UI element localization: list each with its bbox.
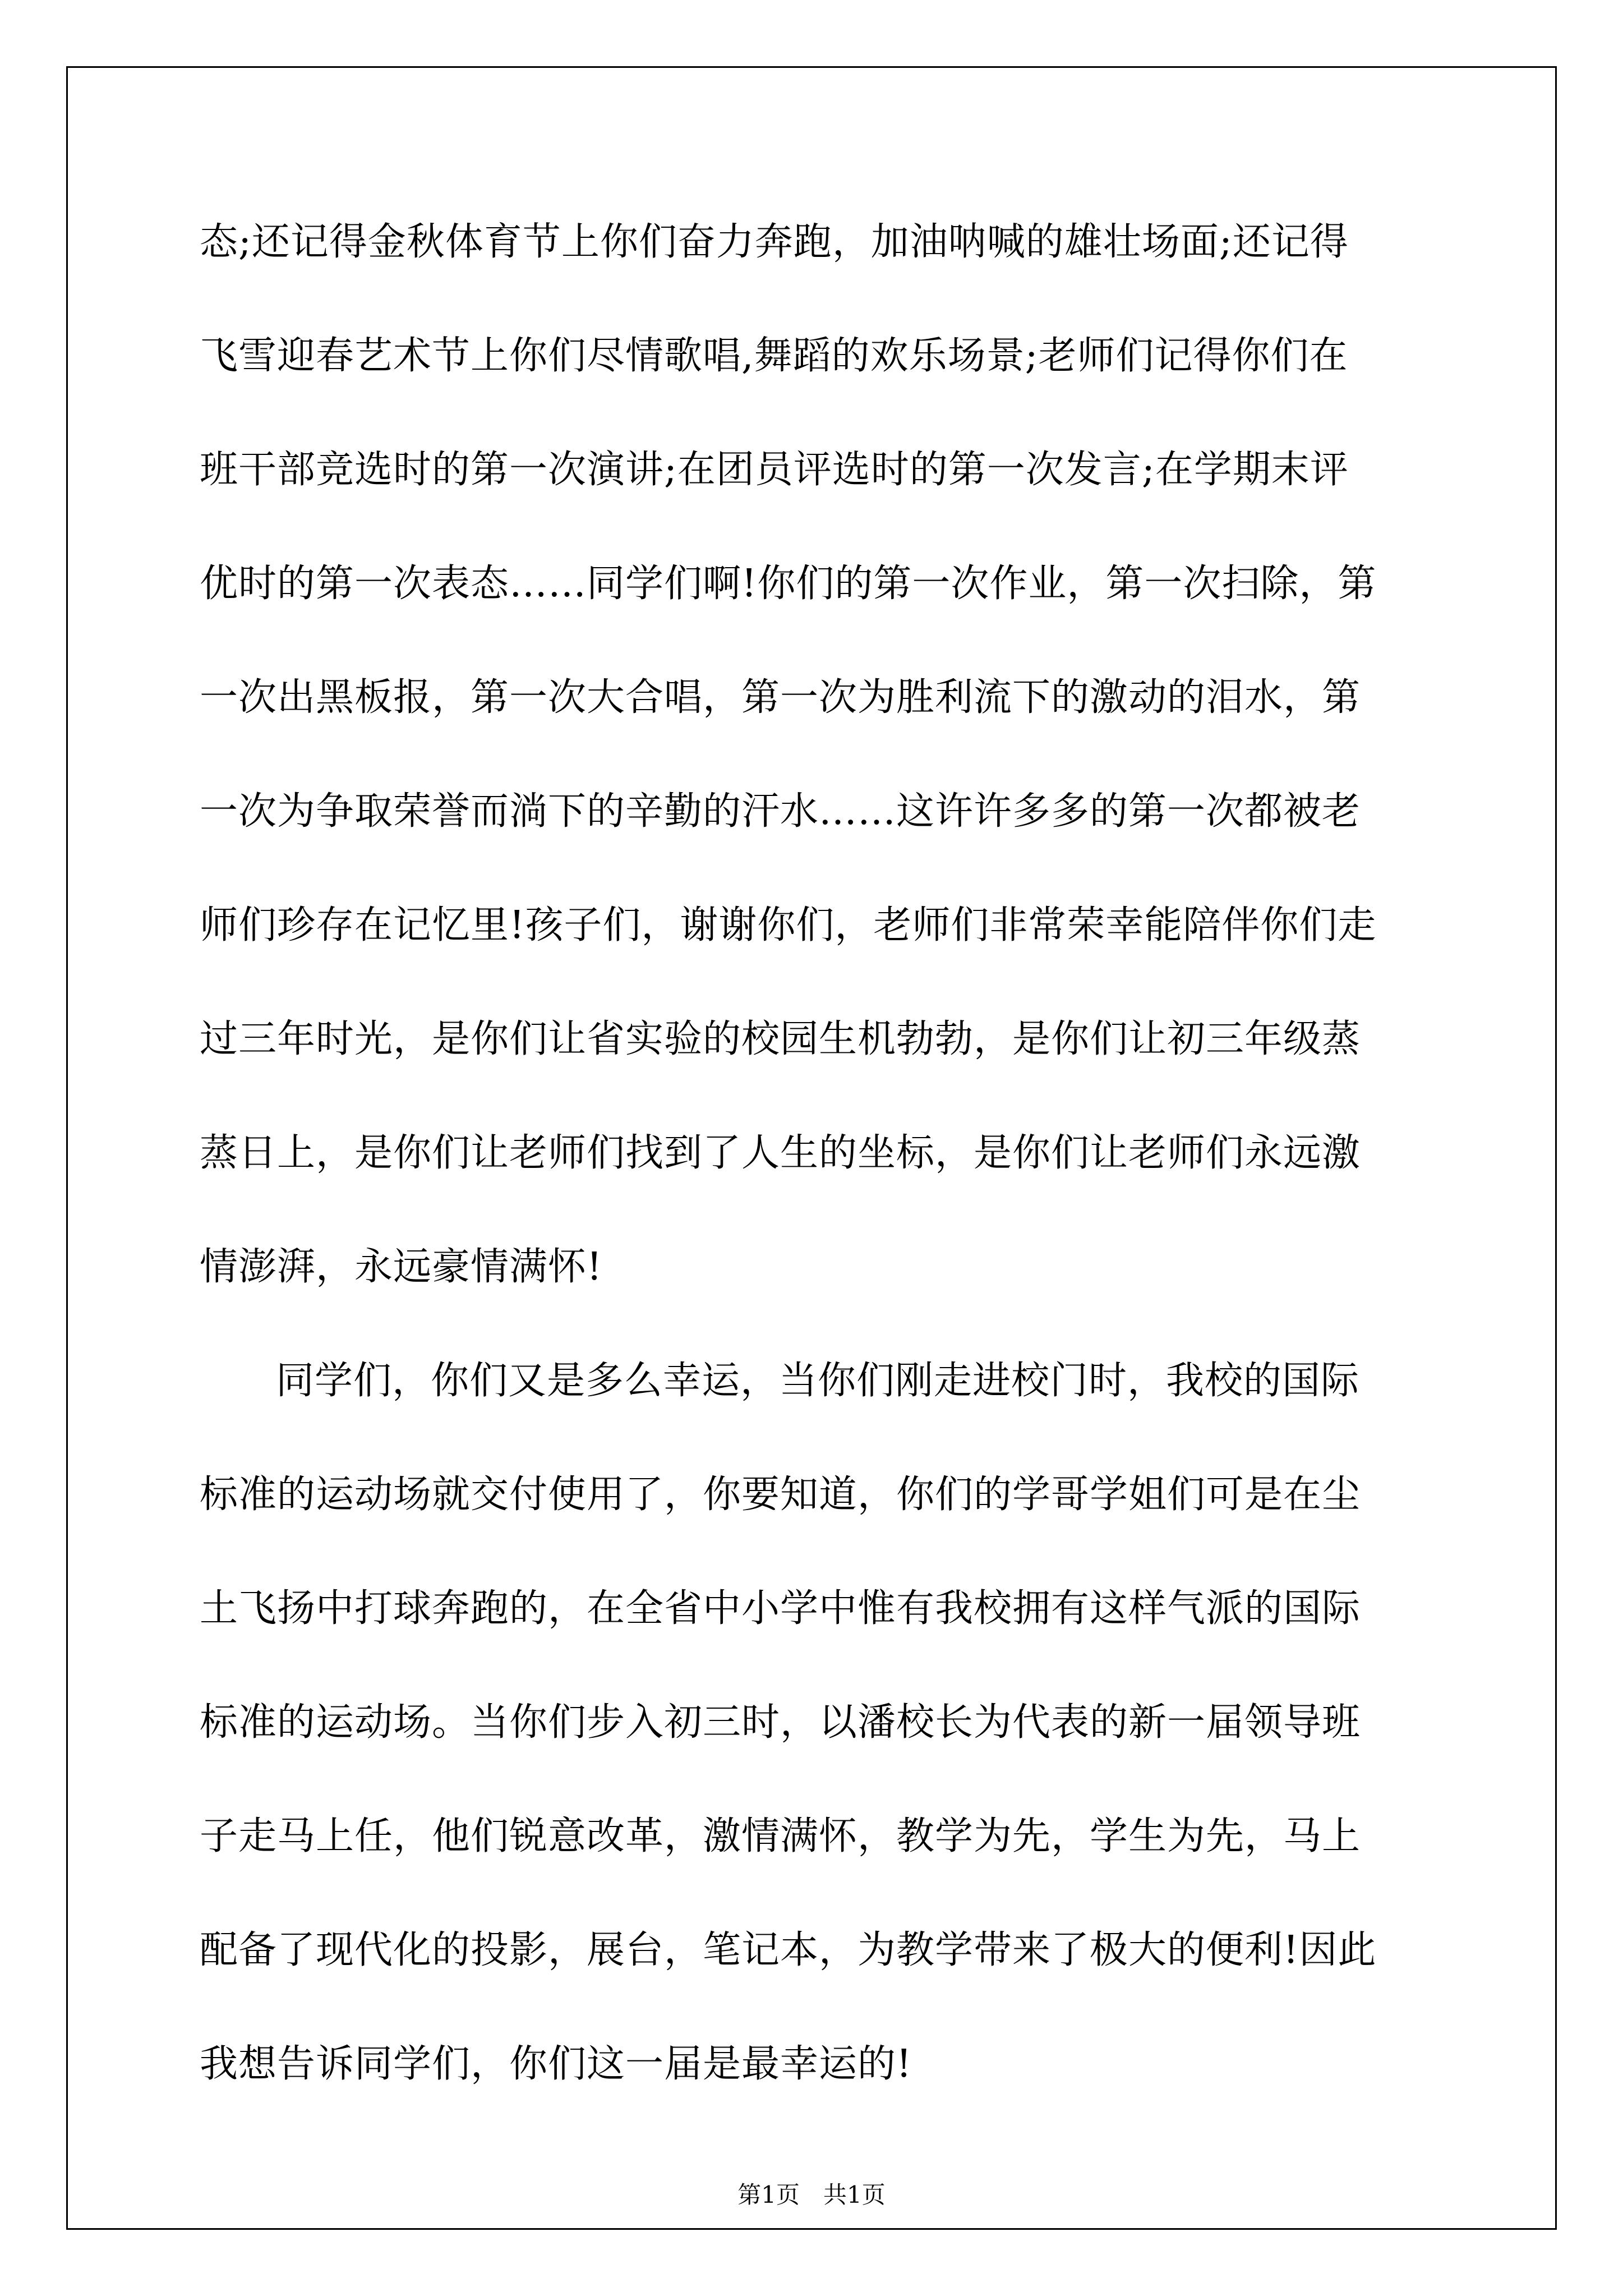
text-line: 一次为争取荣誉而淌下的辛勤的汗水……这许许多多的第一次都被老 bbox=[200, 789, 1361, 834]
text-line: 子走马上任，他们锐意改革，激情满怀，教学为先，学生为先，马上 bbox=[200, 1814, 1361, 1858]
text-line: 标准的运动场就交付使用了，你要知道，你们的学哥学姐们可是在尘 bbox=[200, 1473, 1361, 1517]
text-line: 情澎湃，永远豪情满怀! bbox=[200, 1245, 603, 1289]
text-line: 同学们，你们又是多么幸运，当你们刚走进校门时，我校的国际 bbox=[276, 1359, 1360, 1403]
text-line: 一次出黑板报，第一次大合唱，第一次为胜利流下的激动的泪水，第 bbox=[200, 675, 1361, 720]
text-line: 态;还记得金秋体育节上你们奋力奔跑，加油呐喊的雄壮场面;还记得 bbox=[200, 220, 1349, 264]
text-line: 土飞扬中打球奔跑的，在全省中小学中惟有我校拥有这样气派的国际 bbox=[200, 1586, 1361, 1631]
page-footer: 第1页 共1页 bbox=[737, 2181, 886, 2208]
text-line: 我想告诉同学们，你们这一届是最幸运的! bbox=[200, 2042, 912, 2086]
text-line: 师们珍存在记忆里!孩子们，谢谢你们，老师们非常荣幸能陪伴你们走 bbox=[200, 903, 1377, 947]
text-line: 班干部竞选时的第一次演讲;在团员评选时的第一次发言;在学期末评 bbox=[200, 448, 1349, 492]
text-line: 优时的第一次表态……同学们啊!你们的第一次作业，第一次扫除，第 bbox=[200, 562, 1377, 606]
text-line: 蒸日上，是你们让老师们找到了人生的坐标，是你们让老师们永远激 bbox=[200, 1131, 1361, 1175]
text-line: 过三年时光，是你们让省实验的校园生机勃勃，是你们让初三年级蒸 bbox=[200, 1017, 1361, 1061]
text-line: 标准的运动场。当你们步入初三时，以潘校长为代表的新一届领导班 bbox=[200, 1700, 1361, 1745]
text-line: 配备了现代化的投影，展台，笔记本，为教学带来了极大的便利!因此 bbox=[200, 1928, 1377, 1972]
paragraph-2 bbox=[200, 1324, 1433, 2121]
paragraph-1 bbox=[200, 185, 1433, 1324]
text-line: 飞雪迎春艺术节上你们尽情歌唱,舞蹈的欢乐场景;老师们记得你们在 bbox=[200, 334, 1348, 378]
